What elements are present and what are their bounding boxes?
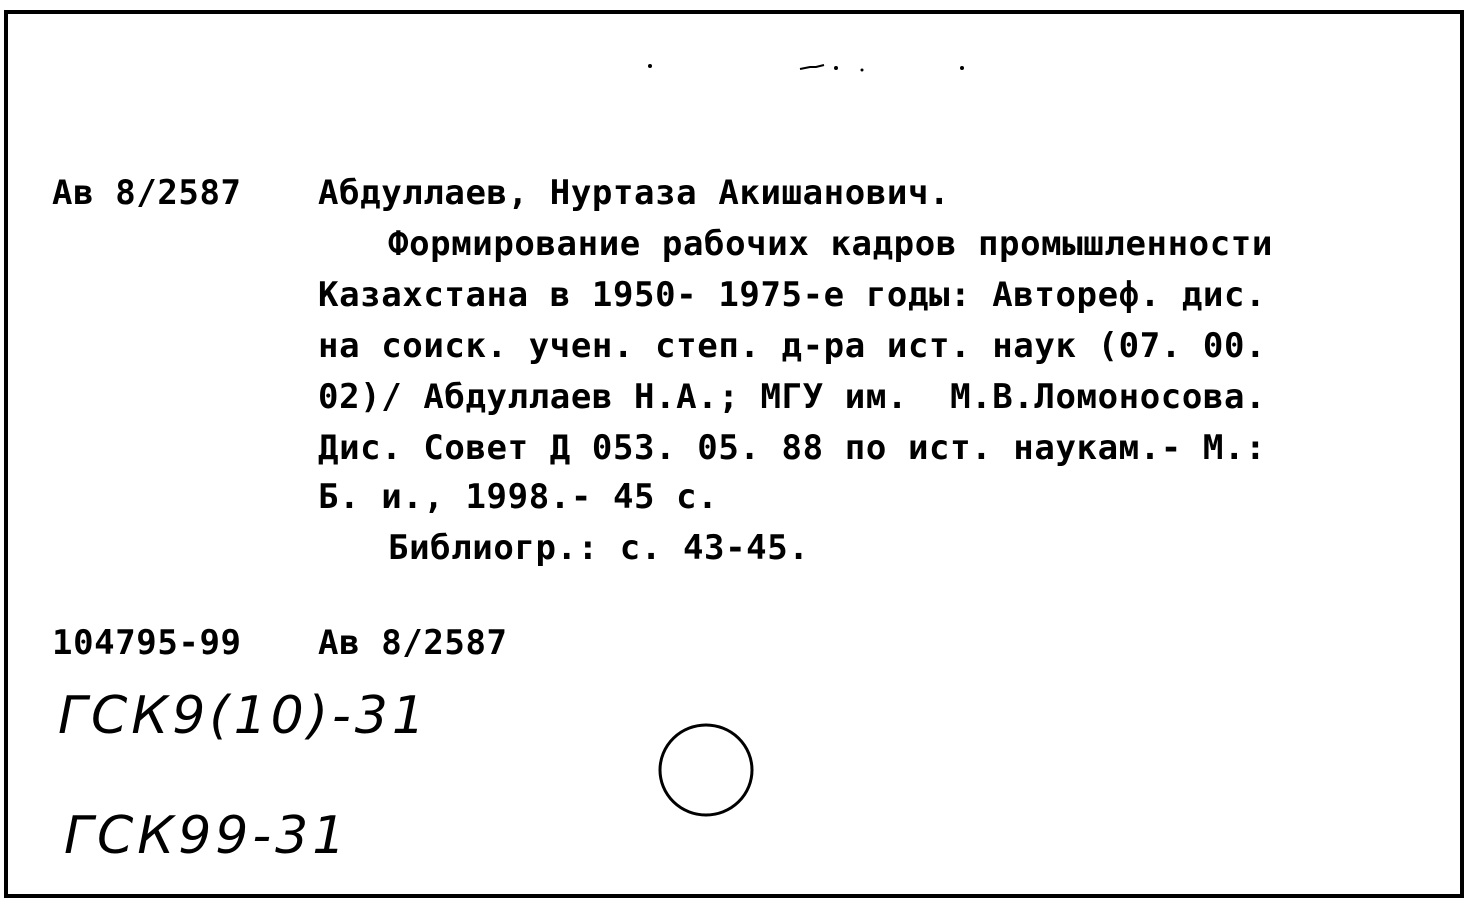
description-line: Казахстана в 1950- 1975-е годы: Автореф. дис.: [318, 275, 1267, 315]
description-line: на соиск. учен. степ. д-ра ист. наук (07. 00.: [318, 326, 1267, 366]
description-line: 02)/ Абдуллаев Н.А.; МГУ им. М.В.Ломоносова.: [318, 377, 1267, 417]
inventory-number: 104795-99: [52, 623, 242, 663]
call-number: Ав 8/2587: [52, 173, 242, 213]
description-line: Формирование рабочих кадров промышленности: [388, 224, 1273, 264]
description-line: Б. и., 1998.- 45 с.: [318, 477, 719, 517]
handwritten-shelfmark-1: ГСК9(10)-31: [58, 686, 429, 746]
bibliography-note: Библиогр.: с. 43-45.: [388, 528, 810, 568]
inventory-call-number: Ав 8/2587: [318, 623, 508, 663]
hand-drawn-circle: [652, 716, 762, 826]
scan-specks: [0, 0, 1476, 100]
author-heading: Абдуллаев, Нуртаза Акишанович.: [318, 173, 951, 213]
handwritten-shelfmark-2: ГСК99-31: [64, 806, 350, 866]
description-line: Дис. Совет Д 053. 05. 88 по ист. наукам.- М.:: [318, 428, 1267, 468]
